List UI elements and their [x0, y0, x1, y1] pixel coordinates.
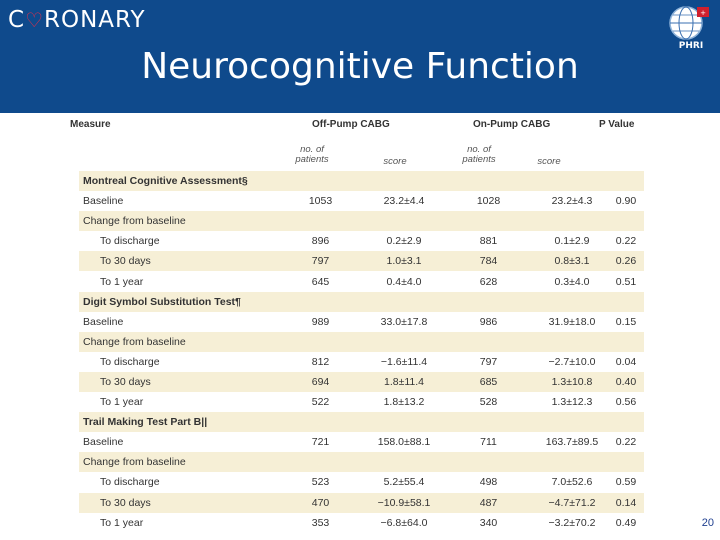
measure-cell: Baseline	[79, 312, 274, 332]
off-pump-patients-cell: 470	[274, 493, 367, 513]
p-value-cell: 0.56	[608, 392, 644, 412]
p-value-cell	[608, 412, 644, 432]
subcol-on-score: score	[537, 156, 561, 167]
on-pump-score-cell: −4.7±71.2	[536, 493, 608, 513]
measure-cell: To 30 days	[79, 372, 274, 392]
col-on-pump: On-Pump CABG	[473, 119, 551, 130]
measure-cell: Change from baseline	[79, 211, 274, 231]
measure-cell: To 30 days	[79, 251, 274, 271]
on-pump-score-cell	[536, 452, 608, 472]
off-pump-score-cell: −10.9±58.1	[367, 493, 441, 513]
table-row	[79, 493, 644, 513]
off-pump-patients-cell	[274, 412, 367, 432]
on-pump-score-cell: 0.1±2.9	[536, 231, 608, 251]
on-pump-patients-cell: 711	[441, 432, 536, 452]
data-table	[79, 171, 644, 533]
table-row	[79, 231, 644, 251]
on-pump-score-cell	[536, 171, 608, 191]
p-value-cell	[608, 452, 644, 472]
off-pump-patients-cell: 1053	[274, 191, 367, 211]
measure-cell: Trail Making Test Part B||	[79, 412, 274, 432]
off-pump-patients-cell	[274, 171, 367, 191]
slide-title: Neurocognitive Function	[141, 46, 579, 87]
on-pump-score-cell: 23.2±4.3	[536, 191, 608, 211]
measure-cell: To discharge	[79, 472, 274, 492]
subcol-off-patients: no. of patients	[295, 144, 329, 165]
on-pump-patients-cell: 498	[441, 472, 536, 492]
table-row	[79, 251, 644, 271]
on-pump-score-cell: 1.3±12.3	[536, 392, 608, 412]
on-pump-patients-cell: 487	[441, 493, 536, 513]
off-pump-score-cell: 1.0±3.1	[367, 251, 441, 271]
measure-cell: To 1 year	[79, 392, 274, 412]
measure-cell: To discharge	[79, 352, 274, 372]
p-value-cell	[608, 211, 644, 231]
table-row	[79, 513, 644, 533]
measure-cell: Baseline	[79, 432, 274, 452]
p-value-cell: 0.14	[608, 493, 644, 513]
p-value-cell: 0.15	[608, 312, 644, 332]
col-p-value: P Value	[599, 119, 635, 130]
table-row	[79, 452, 644, 472]
svg-text:+: +	[700, 9, 706, 17]
off-pump-patients-cell: 989	[274, 312, 367, 332]
on-pump-patients-cell: 528	[441, 392, 536, 412]
on-pump-patients-cell	[441, 292, 536, 312]
off-pump-patients-cell: 812	[274, 352, 367, 372]
slide-header	[0, 0, 720, 113]
on-pump-patients-cell: 628	[441, 271, 536, 291]
section-row	[79, 412, 644, 432]
off-pump-patients-cell	[274, 332, 367, 352]
on-pump-patients-cell: 986	[441, 312, 536, 332]
table-row	[79, 352, 644, 372]
measure-cell: Change from baseline	[79, 332, 274, 352]
off-pump-score-cell: 0.2±2.9	[367, 231, 441, 251]
off-pump-score-cell: 33.0±17.8	[367, 312, 441, 332]
on-pump-patients-cell: 685	[441, 372, 536, 392]
section-row	[79, 171, 644, 191]
table-row	[79, 392, 644, 412]
col-measure: Measure	[70, 119, 111, 130]
on-pump-score-cell	[536, 211, 608, 231]
measure-cell: To 30 days	[79, 493, 274, 513]
on-pump-patients-cell: 1028	[441, 191, 536, 211]
measure-cell: To 1 year	[79, 513, 274, 533]
off-pump-patients-cell: 645	[274, 271, 367, 291]
on-pump-patients-cell: 784	[441, 251, 536, 271]
p-value-cell: 0.22	[608, 231, 644, 251]
table-row	[79, 211, 644, 231]
on-pump-score-cell: 0.8±3.1	[536, 251, 608, 271]
measure-cell: To 1 year	[79, 271, 274, 291]
p-value-cell: 0.22	[608, 432, 644, 452]
table-row	[79, 432, 644, 452]
p-value-cell: 0.40	[608, 372, 644, 392]
off-pump-score-cell: 0.4±4.0	[367, 271, 441, 291]
p-value-cell: 0.49	[608, 513, 644, 533]
on-pump-score-cell: −2.7±10.0	[536, 352, 608, 372]
logo-prefix: C	[8, 7, 26, 33]
on-pump-score-cell	[536, 292, 608, 312]
off-pump-score-cell: 1.8±11.4	[367, 372, 441, 392]
table-body	[79, 171, 644, 533]
off-pump-score-cell	[367, 332, 441, 352]
on-pump-score-cell: −3.2±70.2	[536, 513, 608, 533]
on-pump-patients-cell	[441, 412, 536, 432]
off-pump-score-cell	[367, 211, 441, 231]
p-value-cell: 0.90	[608, 191, 644, 211]
on-pump-patients-cell: 881	[441, 231, 536, 251]
table-row	[79, 372, 644, 392]
measure-cell: Baseline	[79, 191, 274, 211]
p-value-cell	[608, 332, 644, 352]
on-pump-patients-cell: 797	[441, 352, 536, 372]
table-row	[79, 472, 644, 492]
off-pump-score-cell: −1.6±11.4	[367, 352, 441, 372]
measure-cell: Digit Symbol Substitution Test¶	[79, 292, 274, 312]
off-pump-patients-cell: 523	[274, 472, 367, 492]
heart-icon: ♡	[25, 8, 44, 32]
off-pump-patients-cell: 896	[274, 231, 367, 251]
subcol-on-patients: no. of patients	[462, 144, 496, 165]
subcol-off-score: score	[383, 156, 407, 167]
on-pump-patients-cell	[441, 332, 536, 352]
off-pump-patients-cell	[274, 452, 367, 472]
p-value-cell: 0.51	[608, 271, 644, 291]
on-pump-patients-cell	[441, 211, 536, 231]
off-pump-patients-cell: 721	[274, 432, 367, 452]
on-pump-score-cell: 1.3±10.8	[536, 372, 608, 392]
p-value-cell: 0.04	[608, 352, 644, 372]
table-row	[79, 191, 644, 211]
on-pump-patients-cell	[441, 171, 536, 191]
off-pump-patients-cell: 797	[274, 251, 367, 271]
measure-cell: To discharge	[79, 231, 274, 251]
off-pump-score-cell: −6.8±64.0	[367, 513, 441, 533]
off-pump-score-cell: 158.0±88.1	[367, 432, 441, 452]
on-pump-patients-cell	[441, 452, 536, 472]
p-value-cell	[608, 292, 644, 312]
logo-suffix: RONARY	[44, 7, 146, 33]
table-row	[79, 332, 644, 352]
table-row	[79, 312, 644, 332]
p-value-cell: 0.26	[608, 251, 644, 271]
p-value-cell: 0.59	[608, 472, 644, 492]
col-off-pump: Off-Pump CABG	[312, 119, 390, 130]
measure-cell: Montreal Cognitive Assessment§	[79, 171, 274, 191]
on-pump-score-cell: 31.9±18.0	[536, 312, 608, 332]
on-pump-score-cell: 163.7±89.5	[536, 432, 608, 452]
on-pump-score-cell	[536, 412, 608, 432]
off-pump-patients-cell: 353	[274, 513, 367, 533]
off-pump-score-cell	[367, 292, 441, 312]
on-pump-score-cell	[536, 332, 608, 352]
on-pump-patients-cell: 340	[441, 513, 536, 533]
table-row	[79, 271, 644, 291]
off-pump-score-cell	[367, 452, 441, 472]
off-pump-patients-cell: 694	[274, 372, 367, 392]
off-pump-score-cell	[367, 412, 441, 432]
measure-cell: Change from baseline	[79, 452, 274, 472]
off-pump-score-cell	[367, 171, 441, 191]
page-number: 20	[701, 517, 714, 529]
p-value-cell	[608, 171, 644, 191]
on-pump-score-cell: 0.3±4.0	[536, 271, 608, 291]
off-pump-patients-cell: 522	[274, 392, 367, 412]
coronary-logo	[8, 7, 146, 33]
off-pump-score-cell: 23.2±4.4	[367, 191, 441, 211]
phri-globe-icon	[664, 3, 714, 53]
off-pump-patients-cell	[274, 292, 367, 312]
off-pump-score-cell: 1.8±13.2	[367, 392, 441, 412]
badge-text: PHRI	[678, 41, 704, 51]
on-pump-score-cell: 7.0±52.6	[536, 472, 608, 492]
section-row	[79, 292, 644, 312]
off-pump-score-cell: 5.2±55.4	[367, 472, 441, 492]
off-pump-patients-cell	[274, 211, 367, 231]
